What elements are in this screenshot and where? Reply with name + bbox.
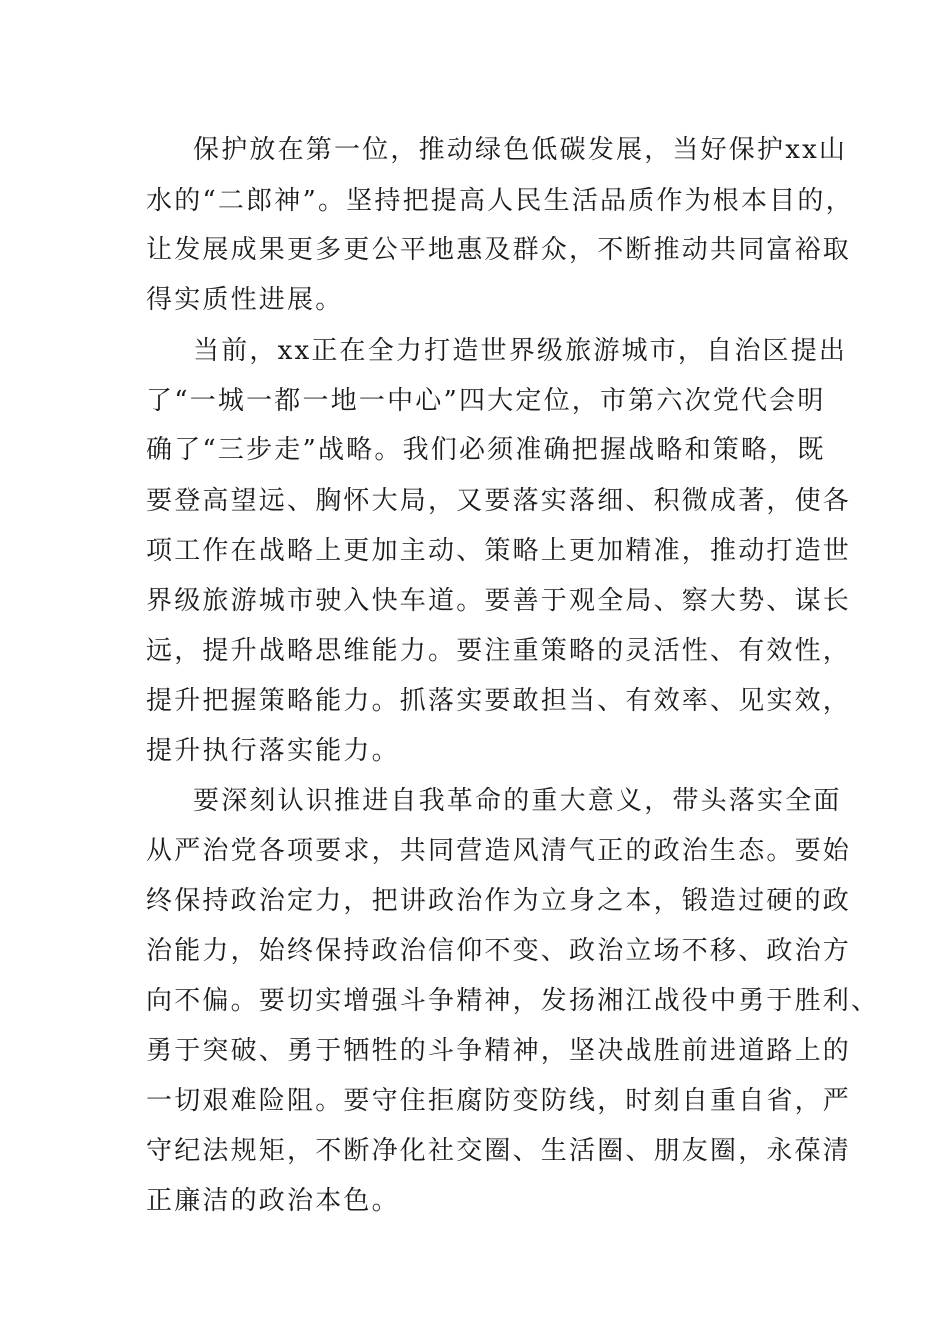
paragraph-2-line-3: 确了“三步走”战略。我们必须准确把握战略和策略，既 bbox=[146, 435, 826, 465]
paragraph-3-line-1: 要深刻认识推进自我革命的重大意义，带头落实全面 bbox=[193, 786, 842, 816]
paragraph-2-line-8: 提升把握策略能力。抓落实要敢担当、有效率、见实效， bbox=[146, 686, 852, 716]
paragraph-3-line-5: 向不偏。要切实增强斗争精神，发扬湘江战役中勇于胜利、 bbox=[146, 986, 880, 1016]
paragraph-2-line-2: 了“一城一都一地一中心”四大定位，市第六次党代会明 bbox=[146, 386, 826, 416]
paragraph-3-line-6: 勇于突破、勇于牺牲的斗争精神，坚决战胜前进道路上的 bbox=[146, 1036, 852, 1066]
paragraph-2-line-4: 要登高望远、胸怀大局，又要落实落细、积微成著，使各 bbox=[146, 486, 852, 516]
paragraph-2-line-6: 界级旅游城市驶入快车道。要善于观全局、察大势、谋长 bbox=[146, 586, 852, 616]
paragraph-3-line-4: 治能力，始终保持政治信仰不变、政治立场不移、政治方 bbox=[146, 936, 852, 966]
paragraph-2-line-7: 远，提升战略思维能力。要注重策略的灵活性、有效性， bbox=[146, 636, 852, 666]
paragraph-1-line-1: 保护放在第一位，推动绿色低碳发展，当好保护xx山 bbox=[193, 135, 848, 165]
paragraph-3-line-3: 终保持政治定力，把讲政治作为立身之本，锻造过硬的政 bbox=[146, 886, 852, 916]
paragraph-1-line-3: 让发展成果更多更公平地惠及群众，不断推动共同富裕取 bbox=[146, 235, 852, 265]
paragraph-1-line-4: 得实质性进展。 bbox=[146, 285, 344, 315]
paragraph-2-line-1: 当前，xx正在全力打造世界级旅游城市，自治区提出 bbox=[193, 336, 848, 366]
paragraph-3-line-2: 从严治党各项要求，共同营造风清气正的政治生态。要始 bbox=[146, 836, 852, 866]
paragraph-3-line-7: 一切艰难险阻。要守住拒腐防变防线，时刻自重自省，严 bbox=[146, 1086, 852, 1116]
paragraph-3-line-9: 正廉洁的政治本色。 bbox=[146, 1186, 400, 1216]
paragraph-2-line-9: 提升执行落实能力。 bbox=[146, 736, 400, 766]
paragraph-3-line-8: 守纪法规矩，不断净化社交圈、生活圈、朋友圈，永葆清 bbox=[146, 1136, 852, 1166]
paragraph-1-line-2: 水的“二郎神”。坚持把提高人民生活品质作为根本目的， bbox=[146, 186, 854, 216]
paragraph-2-line-5: 项工作在战略上更加主动、策略上更加精准，推动打造世 bbox=[146, 536, 852, 566]
